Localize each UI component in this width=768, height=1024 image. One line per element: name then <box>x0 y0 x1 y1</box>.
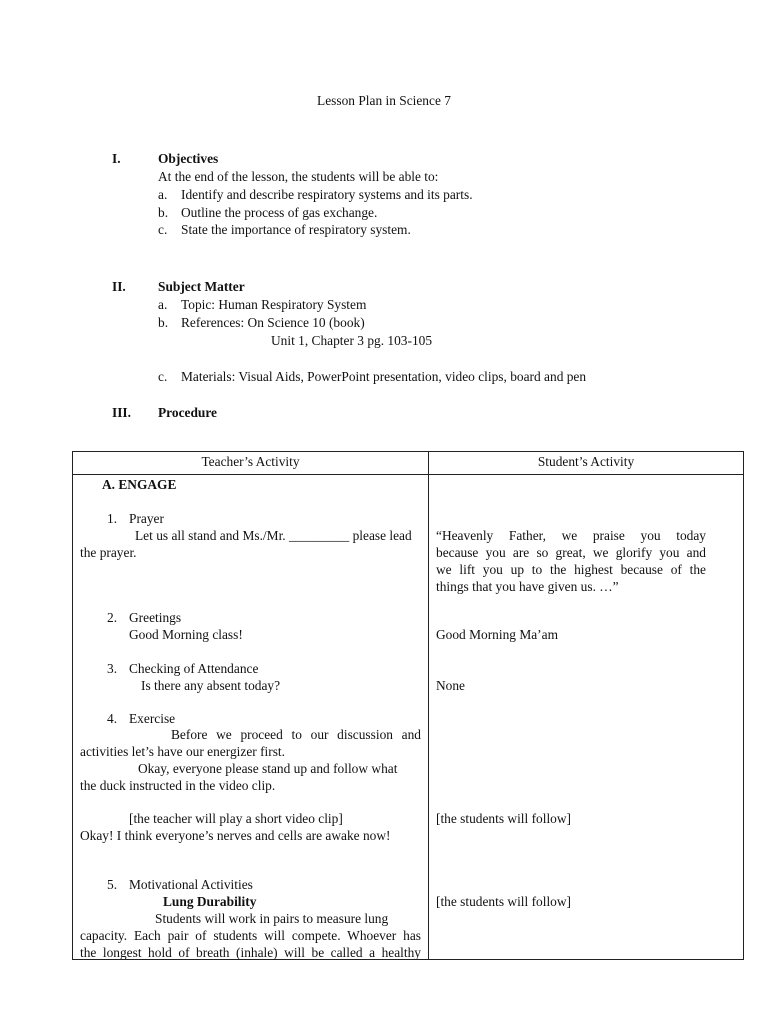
student-prayer-line: things that you have given us. …” <box>436 579 619 594</box>
greetings-title: Greetings <box>129 610 182 625</box>
student-follow-motivation: [the students will follow] <box>436 894 572 909</box>
student-prayer-line: because you are so great, we glorify you and <box>436 545 706 560</box>
student-prayer-line: we lift you up to the highest because of the <box>436 562 706 577</box>
subject-references-detail: Unit 1, Chapter 3 pg. 103-105 <box>271 333 433 348</box>
exercise-number: 4. <box>107 711 118 726</box>
student-prayer-line: “Heavenly Father, we praise you today <box>436 528 706 543</box>
motivational-number: 5. <box>107 877 118 892</box>
section-numeral-procedure: III. <box>112 405 131 420</box>
exercise-text-line: Okay, everyone please stand up and follow what <box>138 761 398 776</box>
subject-letter-a: a. <box>158 297 168 312</box>
page-title: Lesson Plan in Science 7 <box>317 93 451 108</box>
subject-letter-b: b. <box>158 315 169 330</box>
subject-topic: Topic: Human Respiratory System <box>181 297 367 312</box>
lung-text-line: capacity. Each pair of students will compete. Whoever has <box>80 928 421 943</box>
exercise-text-line: activities let’s have our energizer first. <box>80 744 285 759</box>
objective-item-a: Identify and describe respiratory systems and its parts. <box>181 187 473 202</box>
exercise-text-line: Before we proceed to our discussion and <box>171 727 421 742</box>
objective-letter-c: c. <box>158 222 168 237</box>
prayer-text-line: Let us all stand and Ms./Mr. _________ please lead <box>135 528 412 543</box>
awake-text: Okay! I think everyone’s nerves and cells are awake now! <box>80 828 391 843</box>
section-heading-objectives: Objectives <box>158 151 219 166</box>
video-note: [the teacher will play a short video clip] <box>129 811 343 826</box>
attendance-number: 3. <box>107 661 118 676</box>
prayer-number: 1. <box>107 511 118 526</box>
objectives-intro: At the end of the lesson, the students will be able to: <box>158 169 439 184</box>
student-attendance: None <box>436 678 466 693</box>
attendance-text: Is there any absent today? <box>141 678 281 693</box>
student-follow-exercise: [the students will follow] <box>436 811 572 826</box>
section-heading-procedure: Procedure <box>158 405 218 420</box>
motivational-title: Motivational Activities <box>129 877 253 892</box>
objective-letter-a: a. <box>158 187 168 202</box>
objective-item-c: State the importance of respiratory system. <box>181 222 411 237</box>
prayer-title: Prayer <box>129 511 164 526</box>
section-numeral-objectives: I. <box>112 151 121 166</box>
objective-item-b: Outline the process of gas exchange. <box>181 205 378 220</box>
greetings-number: 2. <box>107 610 118 625</box>
prayer-text-line: the prayer. <box>80 545 137 560</box>
lung-text-line: the longest hold of breath (inhale) will be called a healthy <box>80 945 421 959</box>
greetings-text: Good Morning class! <box>129 627 243 642</box>
subject-materials: Materials: Visual Aids, PowerPoint presentation, video clips, board and pen <box>181 369 587 384</box>
procedure-table <box>72 451 744 960</box>
exercise-text-line: the duck instructed in the video clip. <box>80 778 276 793</box>
objective-letter-b: b. <box>158 205 169 220</box>
lung-durability-title: Lung Durability <box>163 894 257 909</box>
subject-letter-c: c. <box>158 369 168 384</box>
student-greeting: Good Morning Ma’am <box>436 627 558 642</box>
teacher-activity-cell <box>73 475 429 960</box>
engage-heading: A. ENGAGE <box>102 477 177 492</box>
attendance-title: Checking of Attendance <box>129 661 259 676</box>
column-header-teacher: Teacher’s Activity <box>73 452 429 475</box>
table-row <box>73 475 744 960</box>
section-heading-subject-matter: Subject Matter <box>158 279 245 294</box>
lung-text-line: Students will work in pairs to measure lung <box>155 911 389 926</box>
exercise-title: Exercise <box>129 711 176 726</box>
subject-references: References: On Science 10 (book) <box>181 315 365 330</box>
column-header-student: Student’s Activity <box>429 452 744 475</box>
student-activity-cell <box>429 475 744 960</box>
section-numeral-subject-matter: II. <box>112 279 126 294</box>
